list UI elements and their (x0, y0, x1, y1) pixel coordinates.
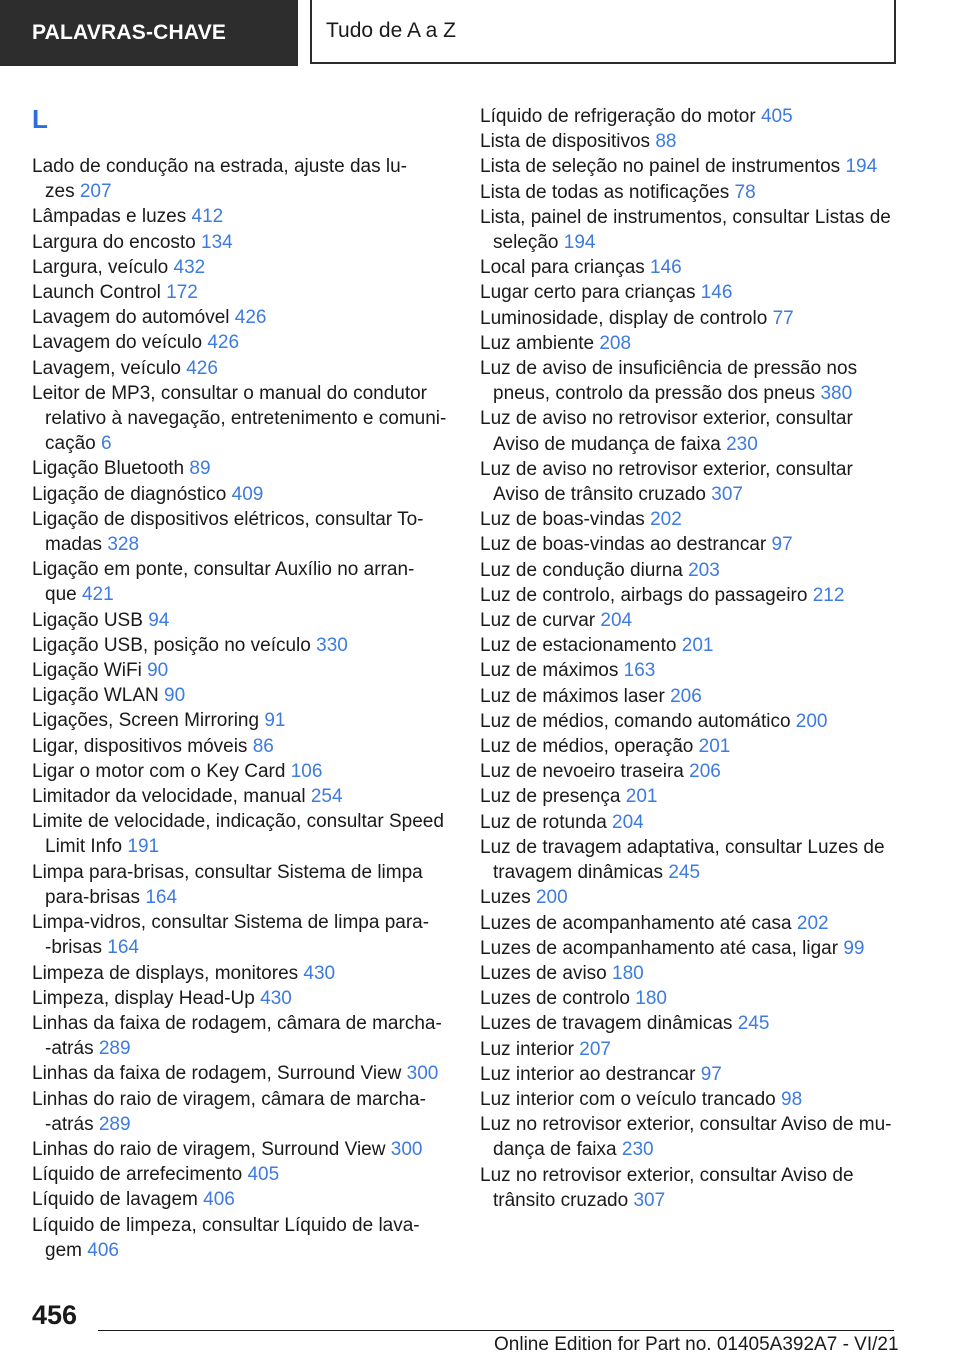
page-reference-link[interactable]: 94 (148, 609, 170, 631)
index-entry-text: seleção (493, 232, 559, 254)
index-entry-text: Ligação em ponte, consultar Auxílio no arran- (32, 559, 415, 581)
index-entry-text: Luz de condução diurna (480, 559, 683, 581)
index-entry (32, 456, 452, 481)
index-entry (32, 708, 452, 733)
index-entry-text: Lavagem do veículo (32, 332, 203, 354)
page-reference-link[interactable]: 406 (203, 1189, 235, 1211)
page-reference-link[interactable]: 289 (98, 1038, 131, 1060)
index-entry-text: Luz de boas-vindas (480, 509, 645, 531)
index-entry-text: Luz interior (480, 1038, 574, 1060)
index-entry-text: Ligação USB, posição no veículo (32, 634, 311, 656)
page-reference-link[interactable]: 201 (698, 736, 731, 758)
index-entry-text: Ligação USB (32, 609, 143, 631)
index-entry (480, 406, 900, 456)
index-entry-text: Luzes de acompanhamento até casa (480, 912, 792, 934)
index-entry (32, 1137, 452, 1162)
page-reference-link[interactable]: 289 (98, 1113, 131, 1135)
index-entry-text: Luz de médios, operação (480, 736, 694, 758)
index-entry-text: Limpa-vidros, consultar Sistema de limpa para- (32, 912, 430, 934)
page-reference-link[interactable]: 426 (234, 307, 267, 329)
page-reference-link[interactable]: 90 (164, 685, 186, 707)
page-reference-link[interactable]: 212 (812, 584, 845, 606)
page-reference-link[interactable]: 207 (79, 181, 112, 203)
page-reference-link[interactable]: 412 (191, 206, 224, 228)
index-entry-text: Ligações, Screen Mirroring (32, 710, 260, 732)
index-entry (480, 835, 900, 885)
index-entry (32, 633, 452, 658)
index-entry (480, 280, 900, 305)
index-entry-text: Luz ambiente (480, 332, 595, 354)
index-entry-text: Ligar, dispositivos móveis (32, 735, 248, 757)
index-entry (32, 305, 452, 330)
page-reference-link[interactable]: 307 (633, 1189, 666, 1211)
index-entry (32, 507, 452, 557)
index-entry-text: -atrás (45, 1113, 94, 1135)
section-tab: PALAVRAS-CHAVE (0, 0, 298, 66)
index-entry-text: Luz de nevoeiro traseira (480, 761, 684, 783)
index-entry-text: Aviso de trânsito cruzado (493, 484, 706, 506)
index-entry (480, 507, 900, 532)
index-entry-text: Luz de aviso no retrovisor exterior, consultar (480, 408, 853, 430)
index-entry-text: Luzes de aviso (480, 962, 607, 984)
page-reference-link[interactable]: 202 (650, 509, 682, 531)
page-reference-link[interactable]: 164 (107, 937, 139, 959)
index-entry-text: Luz interior ao destrancar (480, 1063, 696, 1085)
index-entry-text: Luzes de acompanhamento até casa, ligar (480, 937, 839, 959)
index-entry-text: Lado de condução na estrada, ajuste das lu- (32, 156, 407, 177)
index-entry (32, 809, 452, 859)
index-entry-text: -brisas (45, 937, 103, 959)
index-entry-text: Aviso de mudança de faixa (493, 433, 721, 455)
index-entry (32, 734, 452, 759)
index-list-right (480, 104, 900, 1213)
page-reference-link[interactable]: 201 (681, 635, 714, 657)
index-entry-text: Líquido de limpeza, consultar Líquido de lava- (32, 1214, 420, 1236)
page-reference-link[interactable]: 88 (655, 131, 677, 153)
index-entry (32, 280, 452, 305)
index-entry (32, 860, 452, 910)
index-entry-text: Lista de todas as notificações (480, 181, 730, 203)
index-entry (480, 936, 900, 961)
page-reference-link[interactable]: 89 (189, 458, 211, 480)
page-reference-link[interactable]: 97 (700, 1063, 722, 1085)
index-entry (32, 658, 452, 683)
page-reference-link[interactable]: 97 (771, 534, 793, 556)
index-entry-text: Luzes (480, 887, 531, 909)
index-entry-text: Luz de controlo, airbags do passageiro (480, 584, 808, 606)
page-reference-link[interactable]: 200 (535, 887, 568, 909)
index-entry-text: Lista, painel de instrumentos, consultar Listas de (480, 206, 891, 228)
index-entry (32, 330, 452, 355)
index-entry-text: Luz de aviso de insuficiência de pressão nos (480, 358, 858, 380)
index-entry (32, 1061, 452, 1086)
index-entry-text: cação (45, 433, 96, 455)
index-entry (480, 356, 900, 406)
index-column-left (32, 100, 452, 1263)
index-entry-text: Limpa para-brisas, consultar Sistema de limpa (32, 861, 423, 883)
index-entry (480, 583, 900, 608)
page-reference-link[interactable]: 430 (303, 962, 336, 984)
index-entry (480, 684, 900, 709)
index-entry (480, 986, 900, 1011)
title-tab: Tudo de A a Z (310, 0, 896, 64)
index-entry-text: travagem dinâmicas (493, 862, 664, 884)
page-reference-link[interactable]: 206 (670, 685, 702, 707)
index-entry-text: Ligação de dispositivos elétricos, consultar To- (32, 508, 424, 530)
page-reference-link[interactable]: 6 (100, 433, 112, 455)
index-entry-text: Ligar o motor com o Key Card (32, 760, 286, 782)
index-entry-text: Lista de dispositivos (480, 131, 651, 153)
index-entry (480, 658, 900, 683)
index-list-left (32, 154, 452, 1263)
index-entry-text: Luz de boas-vindas ao destrancar (480, 534, 767, 556)
index-entry-text: Luz de presença (480, 786, 621, 808)
index-entry (32, 154, 452, 204)
index-entry-text: Linhas da faixa de rodagem, câmara de marcha- (32, 1012, 442, 1034)
index-entry (32, 381, 452, 457)
index-entry (480, 784, 900, 809)
index-entry (32, 759, 452, 784)
index-entry (480, 1011, 900, 1036)
index-entry (480, 1163, 900, 1213)
page-reference-link[interactable]: 180 (635, 988, 667, 1010)
page-reference-link[interactable]: 164 (145, 886, 178, 908)
page-reference-link[interactable]: 106 (290, 760, 323, 782)
page-reference-link[interactable]: 77 (772, 307, 794, 329)
page-reference-link[interactable]: 430 (260, 987, 292, 1009)
footer-divider (98, 1330, 894, 1331)
index-entry-text: zes (45, 181, 75, 203)
index-entry-text: Local para crianças (480, 257, 645, 279)
index-entry (480, 154, 900, 179)
page-reference-link[interactable]: 254 (310, 786, 343, 808)
index-entry-text: Ligação WiFi (32, 660, 142, 682)
index-entry (32, 1187, 452, 1212)
index-entry (32, 961, 452, 986)
index-entry-text: Luz interior com o veículo trancado (480, 1088, 776, 1110)
index-entry-text: Luzes de travagem dinâmicas (480, 1013, 733, 1035)
index-entry-text: Ligação WLAN (32, 685, 159, 707)
index-entry-text: Luz de rotunda (480, 811, 607, 833)
index-entry-text: que (45, 584, 77, 606)
page-reference-link[interactable]: 230 (621, 1139, 654, 1161)
page-reference-link[interactable]: 426 (186, 357, 218, 379)
page-reference-link[interactable]: 163 (623, 660, 656, 682)
page-reference-link[interactable]: 194 (563, 232, 596, 254)
index-entry-text: Limit Info (45, 836, 123, 858)
page-reference-link[interactable]: 172 (166, 282, 198, 304)
index-letter-heading: L (32, 104, 48, 134)
index-entry-text: Luz de médios, comando automático (480, 710, 791, 732)
index-entry-text: Luz no retrovisor exterior, consultar Aviso de mu- (480, 1114, 892, 1136)
page-reference-link[interactable]: 206 (689, 761, 721, 783)
page-number: 456 (32, 1300, 78, 1330)
index-entry-text: madas (45, 534, 103, 556)
index-entry (32, 1087, 452, 1137)
index-entry-text: Luminosidade, display de controlo (480, 307, 768, 329)
index-entry (32, 230, 452, 255)
index-entry-text: Limite de velocidade, indicação, consultar Speed (32, 811, 444, 833)
index-entry (32, 784, 452, 809)
page-reference-link[interactable]: 409 (231, 483, 264, 505)
index-entry (32, 557, 452, 607)
index-entry-text: Luz de aviso no retrovisor exterior, consultar (480, 458, 853, 480)
page-reference-link[interactable]: 300 (390, 1138, 423, 1160)
page-reference-link[interactable]: 86 (252, 735, 274, 757)
index-entry-text: Limitador da velocidade, manual (32, 786, 306, 808)
index-entry (480, 810, 900, 835)
page-reference-link[interactable]: 204 (612, 811, 644, 833)
index-entry (480, 1112, 900, 1162)
page-reference-link[interactable]: 78 (734, 181, 756, 203)
page-reference-link[interactable]: 180 (612, 962, 644, 984)
index-entry (480, 633, 900, 658)
index-entry-text: Luz de travagem adaptativa, consultar Luzes de (480, 836, 885, 858)
index-entry (480, 759, 900, 784)
index-entry (480, 129, 900, 154)
index-entry (480, 532, 900, 557)
index-entry-text: dança de faixa (493, 1139, 617, 1161)
page-reference-link[interactable]: 328 (107, 534, 140, 556)
index-entry-text: trânsito cruzado (493, 1189, 629, 1211)
index-entry-text: Líquido de arrefecimento (32, 1164, 243, 1186)
page-reference-link[interactable]: 204 (600, 610, 633, 632)
index-entry (32, 255, 452, 280)
index-entry (480, 558, 900, 583)
index-entry (480, 734, 900, 759)
index-entry-text: Leitor de MP3, consultar o manual do condutor (32, 382, 428, 404)
index-entry (480, 331, 900, 356)
page-reference-link[interactable]: 146 (650, 257, 682, 279)
index-entry-text: Linhas do raio de viragem, câmara de marcha- (32, 1088, 426, 1110)
footer-edition: Online Edition for Part no. 01405A392A7 - VI/21 (494, 1334, 899, 1355)
index-entry-text: Ligação Bluetooth (32, 458, 185, 480)
index-entry (480, 306, 900, 331)
index-entry-text: Largura, veículo (32, 256, 169, 278)
index-entry (32, 608, 452, 633)
index-entry (480, 180, 900, 205)
page-reference-link[interactable]: 191 (127, 836, 160, 858)
page-reference-link[interactable]: 203 (688, 559, 720, 581)
page-reference-link[interactable]: 208 (599, 332, 632, 354)
index-entry (480, 205, 900, 255)
page-reference-link[interactable]: 230 (726, 433, 758, 455)
index-entry (32, 204, 452, 229)
index-entry-text: pneus, controlo da pressão dos pneus (493, 383, 816, 405)
page-reference-link[interactable]: 134 (201, 231, 233, 253)
index-entry (480, 911, 900, 936)
index-entry-text: Líquido de lavagem (32, 1189, 198, 1211)
index-entry (480, 255, 900, 280)
page-reference-link[interactable]: 91 (264, 710, 286, 732)
index-entry (32, 1162, 452, 1187)
index-entry (480, 709, 900, 734)
page-reference-link[interactable]: 98 (781, 1088, 803, 1110)
page-reference-link[interactable]: 245 (737, 1013, 770, 1035)
index-entry-text: Luz de máximos (480, 660, 619, 682)
index-entry (480, 1037, 900, 1062)
page-reference-link[interactable]: 245 (668, 862, 701, 884)
index-entry-text: Launch Control (32, 282, 161, 304)
index-entry-text: Líquido de refrigeração do motor (480, 106, 756, 127)
index-entry-text: -atrás (45, 1038, 94, 1060)
index-entry-text: para-brisas (45, 886, 141, 908)
index-entry-text: Lista de seleção no painel de instrumentos (480, 156, 841, 178)
index-entry (32, 356, 452, 381)
page-header (0, 0, 960, 66)
page-reference-link[interactable]: 207 (579, 1038, 611, 1060)
index-entry (480, 1087, 900, 1112)
index-entry-text: Luz de curvar (480, 610, 596, 632)
page-reference-link[interactable]: 406 (87, 1239, 119, 1261)
index-entry (32, 683, 452, 708)
page-reference-link[interactable]: 330 (316, 634, 348, 656)
page-reference-link[interactable]: 405 (247, 1164, 280, 1186)
index-entry-text: Largura do encosto (32, 231, 196, 253)
index-entry (480, 961, 900, 986)
page-reference-link[interactable]: 194 (845, 156, 878, 178)
index-entry (480, 104, 900, 129)
index-entry (32, 1011, 452, 1061)
page-reference-link[interactable]: 307 (711, 484, 743, 506)
index-entry-text: Linhas do raio de viragem, Surround View (32, 1138, 386, 1160)
index-entry-text: Lâmpadas e luzes (32, 206, 187, 228)
page-reference-link[interactable]: 200 (795, 710, 828, 732)
index-entry (480, 885, 900, 910)
page-reference-link[interactable]: 380 (820, 383, 853, 405)
page-reference-link[interactable]: 432 (173, 256, 206, 278)
index-entry-text: Lugar certo para crianças (480, 282, 696, 304)
page-reference-link[interactable]: 300 (406, 1063, 439, 1085)
index-entry (32, 910, 452, 960)
index-entry-text: Lavagem do automóvel (32, 307, 230, 329)
index-entry (480, 457, 900, 507)
page-reference-link[interactable]: 146 (700, 282, 733, 304)
page-reference-link[interactable]: 405 (760, 106, 793, 127)
index-entry-text: Ligação de diagnóstico (32, 483, 227, 505)
index-entry-text: Limpeza de displays, monitores (32, 962, 299, 984)
page-reference-link[interactable]: 99 (843, 937, 865, 959)
index-entry (32, 482, 452, 507)
index-entry (480, 608, 900, 633)
index-entry-text: Lavagem, veículo (32, 357, 181, 379)
page-reference-link[interactable]: 201 (625, 786, 658, 808)
index-entry-text: gem (45, 1239, 82, 1261)
index-entry (32, 1213, 452, 1263)
page-reference-link[interactable]: 426 (207, 332, 240, 354)
index-entry-text: Limpeza, display Head-Up (32, 987, 255, 1009)
page-reference-link[interactable]: 421 (81, 584, 114, 606)
index-column-right (480, 104, 900, 1213)
index-entry-text: Luz de máximos laser (480, 685, 665, 707)
index-entry-text: relativo à navegação, entretenimento e comuni- (45, 408, 447, 430)
index-entry (480, 1062, 900, 1087)
index-entry-text: Linhas da faixa de rodagem, Surround View (32, 1063, 402, 1085)
index-entry (32, 986, 452, 1011)
index-entry-text: Luz de estacionamento (480, 635, 677, 657)
page-reference-link[interactable]: 202 (796, 912, 829, 934)
index-entry-text: Luzes de controlo (480, 988, 630, 1010)
page-reference-link[interactable]: 90 (147, 660, 169, 682)
index-entry-text: Luz no retrovisor exterior, consultar Aviso de (480, 1164, 854, 1186)
